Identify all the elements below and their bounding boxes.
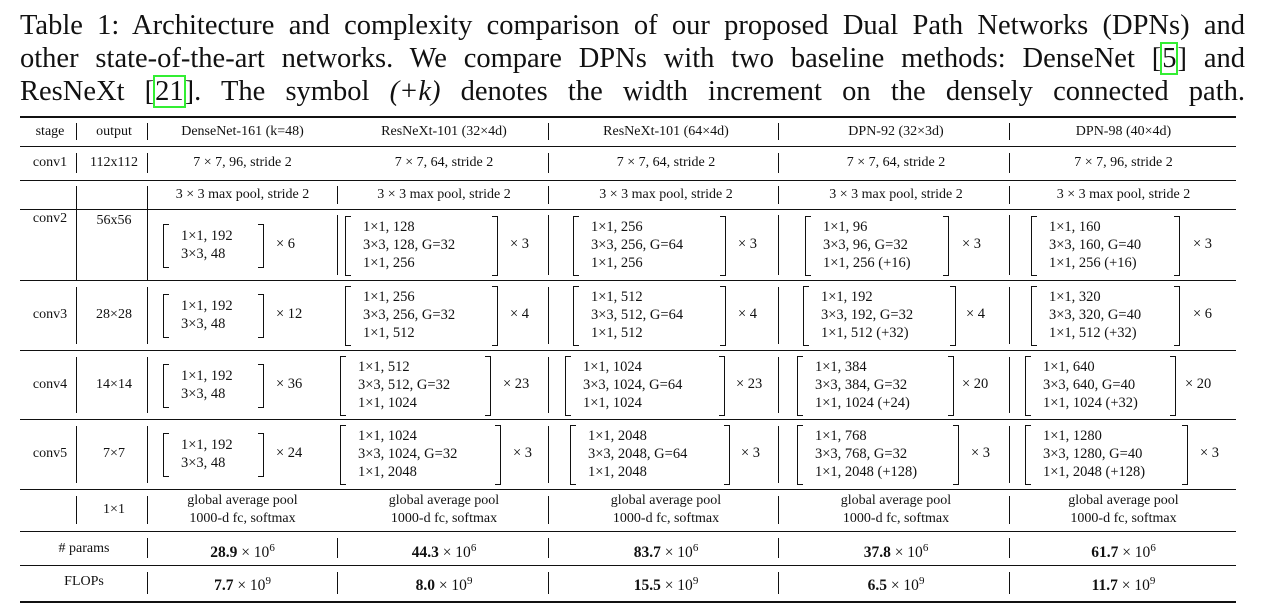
column-separator: [1009, 215, 1010, 275]
params-number: 61.7: [1091, 544, 1119, 562]
params-value: [551, 540, 781, 561]
params-exponent: 6: [470, 542, 477, 554]
left-bracket: [163, 294, 169, 338]
column-separator: [778, 215, 779, 275]
block-layer: 3×3, 512, G=32: [358, 376, 451, 393]
block-layer: 1×1, 256 (+16): [823, 254, 911, 271]
flops-scale: × 10: [233, 577, 266, 595]
block-config: [181, 436, 233, 472]
block-repeat: × 6: [1193, 306, 1213, 322]
block-layer: 1×1, 96: [823, 218, 868, 235]
block-layer: 3×3, 48: [181, 385, 226, 402]
left-bracket: [163, 224, 169, 268]
block-repeat: × 3: [510, 235, 530, 252]
table-rule: [20, 565, 1236, 566]
flops-value: [551, 573, 781, 594]
caption-text: denotes the width increment on the densely connected path.: [440, 76, 1246, 107]
block-config: [363, 218, 455, 272]
global-pool: global average pool: [610, 493, 722, 508]
block-layer: 1×1, 512: [358, 358, 410, 375]
conv1-config: 7 × 7, 64, stride 2: [846, 155, 946, 170]
block-config: [821, 288, 913, 342]
block-layer: 1×1, 2048: [358, 464, 417, 480]
output-size: 1×1: [103, 502, 125, 517]
block-layer: 1×1, 192: [821, 289, 873, 305]
table-rule: [20, 419, 1236, 420]
fc-softmax: 1000-d fc, softmax: [189, 511, 296, 526]
block-repeat: × 36: [276, 375, 303, 392]
column-separator: [76, 496, 77, 524]
column-separator: [548, 215, 549, 275]
block-layer: 1×1, 128: [363, 218, 415, 235]
citation-link[interactable]: 5: [1162, 43, 1177, 74]
max-pool-config: 3 × 3 max pool, stride 2: [377, 187, 511, 202]
right-bracket: [258, 364, 264, 408]
caption-line-1: Table 1: Architecture and complexity comparison of our proposed Dual Path Networks (DPNs) and: [20, 10, 1245, 41]
column-header: DPN-98 (40×4d): [1075, 124, 1172, 139]
block-layer: 1×1, 2048 (+128): [1043, 464, 1146, 480]
citation-link[interactable]: 21: [155, 76, 184, 107]
block-layer: 1×1, 1024: [358, 428, 417, 444]
block-repeat: × 3: [513, 445, 533, 461]
block-layer: 3×3, 1024, G=64: [583, 376, 683, 393]
block-config: [591, 288, 683, 342]
left-bracket: [1031, 216, 1037, 276]
flops-value: [781, 573, 1011, 594]
block-repeat: × 3: [1193, 235, 1213, 252]
column-separator: [147, 186, 148, 280]
column-separator: [76, 186, 77, 280]
params-exponent: 6: [1150, 542, 1156, 554]
block-config: [823, 218, 911, 272]
column-header: ResNeXt-101 (32×4d): [381, 124, 507, 139]
block-layer: 3×3, 96, G=32: [823, 236, 908, 253]
column-header: ResNeXt-101 (64×4d): [603, 124, 729, 139]
block-repeat: × 4: [738, 306, 758, 322]
block-repeat: × 4: [510, 306, 530, 322]
stage-label: conv1: [32, 155, 68, 170]
params-number: 83.7: [633, 544, 661, 562]
left-bracket: [163, 433, 169, 477]
params-number: 44.3: [411, 544, 439, 562]
block-layer: 3×3, 320, G=40: [1049, 307, 1142, 323]
block-layer: 3×3, 48: [181, 316, 226, 332]
flops-number: 11.7: [1091, 577, 1118, 595]
flops-scale: × 10: [1117, 577, 1150, 595]
caption-line-3: [20, 75, 1245, 108]
block-config: [181, 367, 233, 403]
flops-value: [148, 573, 337, 594]
flops-value: [337, 573, 551, 594]
left-bracket: [345, 286, 351, 346]
global-pool: global average pool: [1068, 493, 1179, 508]
table-rule: [20, 180, 1236, 181]
right-bracket: [719, 356, 725, 416]
block-config: [1043, 427, 1145, 481]
table-rule: [20, 146, 1236, 147]
left-bracket: [573, 286, 579, 346]
conv1-config: 7 × 7, 96, stride 2: [1074, 155, 1173, 170]
block-layer: 3×3, 256, G=64: [591, 236, 684, 253]
left-bracket: [1025, 356, 1031, 416]
block-layer: 1×1, 1024 (+24): [815, 394, 910, 411]
right-bracket: [1182, 425, 1188, 485]
column-header: stage: [35, 124, 65, 139]
block-config: [1049, 218, 1141, 272]
right-bracket: [492, 216, 498, 276]
block-config: [358, 427, 457, 481]
block-layer: 3×3, 160, G=40: [1049, 236, 1142, 253]
stage-label: conv5: [32, 446, 68, 461]
caption-text: ] and: [1177, 43, 1245, 74]
max-pool-config: 3 × 3 max pool, stride 2: [829, 187, 963, 202]
left-bracket: [163, 364, 169, 408]
row-label: FLOPs: [64, 574, 104, 589]
fc-softmax: 1000-d fc, softmax: [1070, 511, 1177, 526]
block-layer: 1×1, 512 (+32): [821, 325, 909, 341]
block-layer: 3×3, 48: [181, 245, 226, 262]
block-layer: 1×1, 160: [1049, 218, 1101, 235]
block-layer: 1×1, 320: [1049, 289, 1101, 305]
flops-scale: × 10: [434, 577, 467, 595]
left-bracket: [1025, 425, 1031, 485]
params-exponent: 6: [269, 542, 275, 554]
global-pool: global average pool: [187, 493, 298, 508]
column-separator: [1009, 287, 1010, 344]
block-layer: 3×3, 1024, G=32: [358, 446, 458, 462]
block-layer: 1×1, 1024: [583, 394, 642, 411]
block-config: [363, 288, 455, 342]
params-value: [1011, 540, 1236, 561]
flops-number: 8.0: [415, 577, 435, 595]
right-bracket: [492, 286, 498, 346]
conv1-config: 7 × 7, 64, stride 2: [394, 155, 494, 170]
left-bracket: [797, 356, 803, 416]
block-repeat: × 23: [736, 375, 763, 392]
flops-exponent: 9: [692, 575, 699, 587]
column-separator: [778, 426, 779, 483]
column-separator: [778, 287, 779, 344]
block-layer: 1×1, 2048 (+128): [815, 464, 918, 480]
block-layer: 1×1, 768: [815, 428, 867, 444]
left-bracket: [570, 425, 576, 485]
left-bracket: [803, 286, 809, 346]
left-bracket: [573, 216, 579, 276]
table-rule: [20, 489, 1236, 490]
flops-scale: × 10: [886, 577, 919, 595]
global-pool: global average pool: [388, 493, 500, 508]
params-scale: × 10: [890, 544, 923, 562]
flops-number: 6.5: [867, 577, 887, 595]
column-separator: [337, 215, 338, 275]
params-exponent: 6: [692, 542, 699, 554]
right-bracket: [720, 216, 726, 276]
right-bracket: [953, 425, 959, 485]
block-config: [583, 358, 682, 412]
block-config: [815, 358, 910, 412]
block-config: [1049, 288, 1141, 342]
left-bracket: [340, 425, 346, 485]
flops-exponent: 9: [466, 575, 473, 587]
block-layer: 3×3, 1280, G=40: [1043, 446, 1143, 462]
block-layer: 1×1, 256: [591, 218, 643, 235]
block-layer: 3×3, 512, G=64: [591, 307, 684, 323]
params-value: [781, 540, 1011, 561]
params-number: 37.8: [863, 544, 891, 562]
block-layer: 3×3, 768, G=32: [815, 446, 908, 462]
caption-text: other state-of-the-art networks. We compare DPNs with two baseline methods: DenseNet [: [20, 43, 1162, 74]
block-layer: 1×1, 256: [363, 289, 415, 305]
fc-softmax: 1000-d fc, softmax: [390, 511, 498, 526]
max-pool-config: 3 × 3 max pool, stride 2: [599, 187, 733, 202]
block-layer: 1×1, 512: [591, 289, 643, 305]
right-bracket: [950, 286, 956, 346]
block-config: [591, 218, 683, 272]
right-bracket: [258, 294, 264, 338]
column-separator: [548, 287, 549, 344]
table-rule: [20, 280, 1236, 281]
right-bracket: [724, 425, 730, 485]
left-bracket: [1031, 286, 1037, 346]
params-scale: × 10: [237, 544, 270, 562]
column-separator: [1009, 357, 1010, 413]
block-layer: 3×3, 48: [181, 455, 226, 471]
flops-exponent: 9: [1149, 575, 1156, 587]
left-bracket: [805, 216, 811, 276]
params-number: 28.9: [210, 544, 238, 562]
right-bracket: [495, 425, 501, 485]
block-repeat: × 24: [276, 445, 303, 461]
block-repeat: × 4: [966, 306, 986, 322]
right-bracket: [485, 356, 491, 416]
block-layer: 3×3, 2048, G=64: [588, 446, 688, 462]
column-separator: [1009, 426, 1010, 483]
block-layer: 1×1, 1280: [1043, 428, 1102, 444]
column-header: DenseNet-161 (k=48): [181, 124, 304, 139]
output-size: 7×7: [103, 446, 125, 461]
params-value: [148, 540, 337, 561]
block-layer: 1×1, 192: [181, 367, 233, 384]
right-bracket: [720, 286, 726, 346]
left-bracket: [797, 425, 803, 485]
stage-label: conv3: [32, 307, 68, 322]
block-layer: 1×1, 1024: [358, 394, 417, 411]
right-bracket: [1174, 216, 1180, 276]
table-rule: [20, 116, 1236, 118]
block-layer: 1×1, 512: [591, 325, 643, 341]
right-bracket: [1170, 356, 1176, 416]
block-layer: 3×3, 128, G=32: [363, 236, 456, 253]
block-layer: 1×1, 2048: [588, 464, 647, 480]
caption-line-2: [20, 42, 1245, 75]
block-repeat: × 3: [1200, 445, 1220, 461]
block-config: [181, 297, 233, 333]
caption-text: ]. The symbol: [184, 76, 390, 107]
table-rule: [20, 601, 1236, 603]
column-header: output: [96, 124, 132, 139]
block-layer: 1×1, 256: [363, 254, 415, 271]
table-rule: [20, 531, 1236, 532]
flops-scale: × 10: [660, 577, 693, 595]
symbol-plus-k: (+k): [389, 76, 441, 107]
block-layer: 1×1, 1024 (+32): [1043, 394, 1138, 411]
table-caption: [20, 9, 1245, 108]
flops-exponent: 9: [918, 575, 925, 587]
block-repeat: × 3: [738, 235, 758, 252]
block-layer: 1×1, 512 (+32): [1049, 325, 1137, 341]
right-bracket: [258, 224, 264, 268]
params-value: [337, 540, 551, 561]
conv1-config: 7 × 7, 96, stride 2: [193, 155, 292, 170]
params-scale: × 10: [438, 544, 471, 562]
output-size: 14×14: [96, 376, 132, 392]
block-config: [358, 358, 450, 412]
stage-label: conv2: [32, 211, 68, 226]
table-rule: [20, 350, 1236, 351]
block-layer: 1×1, 256 (+16): [1049, 254, 1137, 271]
params-scale: × 10: [660, 544, 693, 562]
right-bracket: [943, 216, 949, 276]
output-size: 112x112: [90, 155, 138, 170]
block-layer: 3×3, 192, G=32: [821, 307, 914, 323]
row-label: # params: [58, 541, 110, 556]
table-rule: [20, 209, 1236, 210]
block-config: [1043, 358, 1138, 412]
flops-number: 7.7: [214, 577, 234, 595]
block-layer: 1×1, 256: [591, 254, 643, 271]
block-layer: 3×3, 256, G=32: [363, 307, 456, 323]
block-layer: 1×1, 2048: [588, 428, 647, 444]
left-bracket: [345, 216, 351, 276]
stage-label: conv4: [32, 376, 68, 392]
block-layer: 1×1, 192: [181, 298, 233, 314]
column-separator: [548, 357, 549, 413]
block-layer: 1×1, 512: [363, 325, 415, 341]
block-repeat: × 6: [276, 235, 296, 252]
output-size: 56x56: [96, 213, 132, 228]
block-config: [815, 427, 917, 481]
column-separator: [778, 357, 779, 413]
caption-text: ResNeXt [: [20, 76, 155, 107]
block-layer: 1×1, 640: [1043, 358, 1095, 375]
block-layer: 1×1, 384: [815, 358, 867, 375]
left-bracket: [340, 356, 346, 416]
block-repeat: × 20: [1185, 375, 1212, 392]
block-layer: 1×1, 192: [181, 227, 233, 244]
block-repeat: × 12: [276, 306, 303, 322]
fc-softmax: 1000-d fc, softmax: [842, 511, 950, 526]
block-config: [181, 227, 233, 263]
fc-softmax: 1000-d fc, softmax: [612, 511, 720, 526]
params-exponent: 6: [922, 542, 929, 554]
right-bracket: [1174, 286, 1180, 346]
right-bracket: [948, 356, 954, 416]
block-repeat: × 3: [741, 445, 761, 461]
block-repeat: × 3: [971, 445, 991, 461]
params-scale: × 10: [1118, 544, 1151, 562]
max-pool-config: 3 × 3 max pool, stride 2: [175, 187, 310, 202]
conv1-config: 7 × 7, 64, stride 2: [616, 155, 716, 170]
left-bracket: [565, 356, 571, 416]
right-bracket: [258, 433, 264, 477]
block-repeat: × 20: [962, 375, 989, 392]
block-layer: 1×1, 1024: [583, 358, 642, 375]
flops-value: [1011, 573, 1236, 594]
output-size: 28×28: [96, 307, 132, 322]
column-header: DPN-92 (32×3d): [848, 124, 944, 139]
block-repeat: × 23: [503, 375, 530, 392]
global-pool: global average pool: [840, 493, 952, 508]
block-layer: 3×3, 640, G=40: [1043, 376, 1136, 393]
flops-exponent: 9: [265, 575, 271, 587]
block-repeat: × 3: [962, 235, 982, 252]
flops-number: 15.5: [633, 577, 661, 595]
column-separator: [548, 426, 549, 483]
block-layer: 3×3, 384, G=32: [815, 376, 908, 393]
block-config: [588, 427, 687, 481]
max-pool-config: 3 × 3 max pool, stride 2: [1056, 187, 1191, 202]
block-layer: 1×1, 192: [181, 437, 233, 453]
